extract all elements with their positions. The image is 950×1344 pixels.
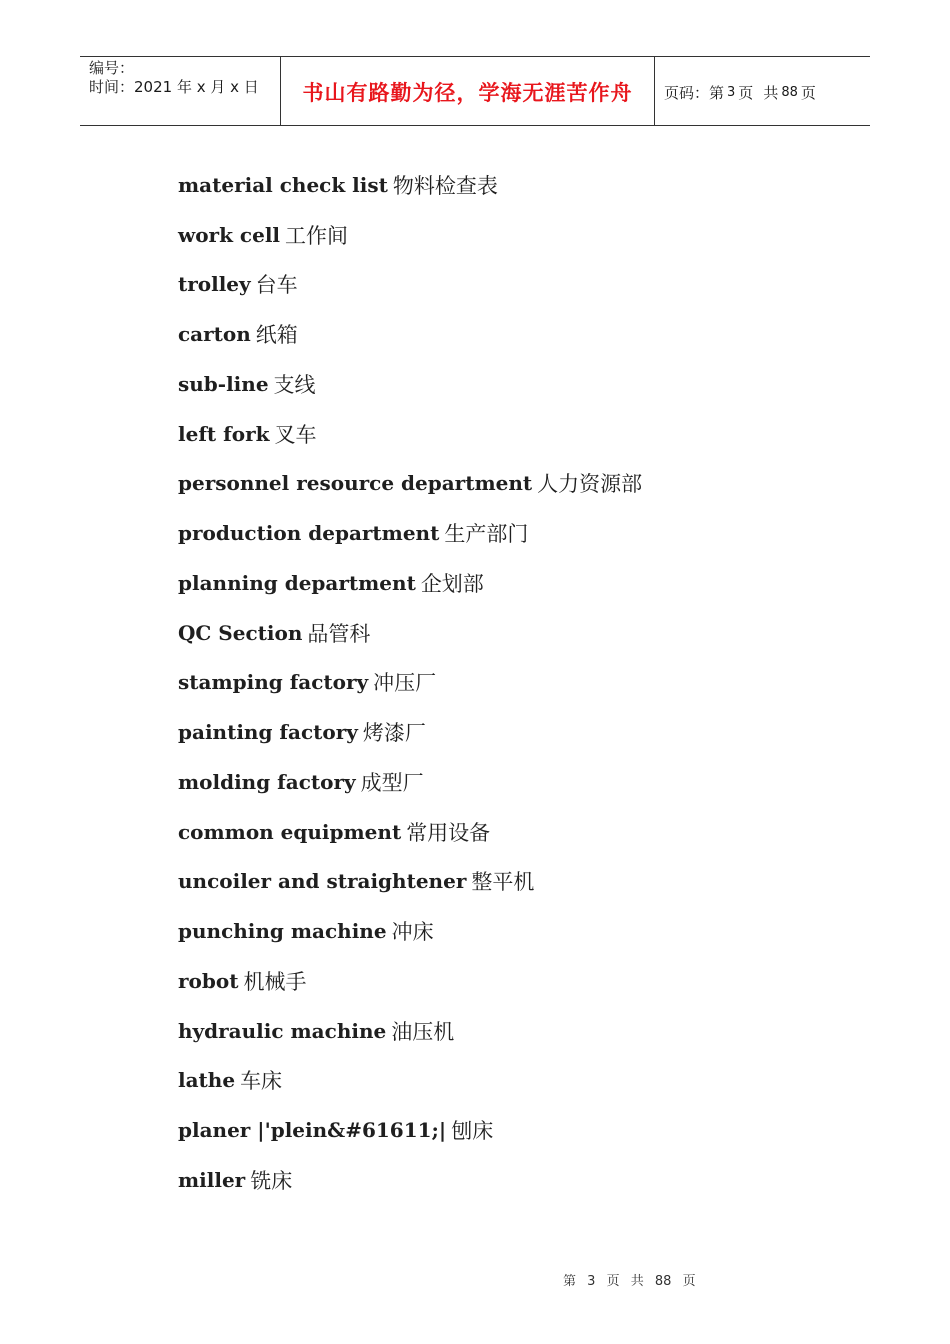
vocab-english-term: QC Section (178, 620, 303, 645)
vocab-item (178, 1006, 642, 1056)
vocab-item (178, 658, 642, 708)
page-header (80, 56, 870, 126)
vocab-item (178, 707, 642, 757)
vocab-item (178, 210, 642, 260)
footer-page-total: 88 (654, 1274, 672, 1289)
header-motto-cell (281, 57, 655, 125)
vocab-item (178, 1155, 642, 1205)
page-total: 88 (781, 84, 798, 100)
header-page-cell (655, 57, 870, 125)
vocab-english-term: trolley (178, 272, 251, 297)
vocab-item (178, 807, 642, 857)
vocab-item (178, 857, 642, 907)
vocab-chinese-translation: 车床 (240, 1069, 283, 1094)
vocab-chinese-translation: 铣床 (250, 1168, 293, 1193)
motto-text: 书山有路勤为径，学海无涯苦作舟 (302, 81, 633, 105)
vocab-english-term: uncoiler and straightener (178, 869, 467, 894)
footer-total-unit: 页 (682, 1274, 696, 1289)
vocab-item (178, 160, 642, 210)
vocab-english-term: material check list (178, 172, 388, 197)
vocab-english-term: miller (178, 1167, 246, 1192)
vocab-chinese-translation: 品管科 (307, 621, 371, 646)
vocab-chinese-translation: 烤漆厂 (362, 721, 426, 746)
vocab-chinese-translation: 支线 (273, 372, 316, 397)
vocab-chinese-translation: 成型厂 (360, 770, 424, 795)
vocab-chinese-translation: 台车 (255, 273, 298, 298)
vocab-item (178, 1105, 642, 1155)
vocab-item (178, 508, 642, 558)
vocab-english-term: work cell (178, 222, 281, 247)
footer-page-current: 3 (587, 1274, 596, 1289)
vocab-item (178, 757, 642, 807)
vocab-chinese-translation: 人力资源部 (537, 472, 643, 497)
vocab-english-term: production department (178, 521, 440, 546)
vocab-item (178, 558, 642, 608)
vocab-chinese-translation: 常用设备 (406, 820, 491, 845)
total-unit: 页 (800, 83, 816, 102)
vocab-item (178, 260, 642, 310)
vocab-chinese-translation: 冲压厂 (373, 671, 437, 696)
vocab-chinese-translation: 物料检查表 (392, 173, 498, 198)
vocab-chinese-translation: 机械手 (243, 969, 307, 994)
vocab-english-term: carton (178, 322, 251, 347)
header-meta-cell (80, 57, 281, 125)
date-label: 时间：2021 年 x 月 x 日 (89, 78, 259, 96)
footer-page-unit: 页 (606, 1274, 620, 1289)
vocab-english-term: lathe (178, 1068, 236, 1093)
vocab-chinese-translation: 纸箱 (255, 323, 298, 348)
page-unit: 页 (738, 83, 754, 102)
vocab-english-term: punching machine (178, 919, 387, 944)
vocab-item (178, 459, 642, 509)
vocab-english-term: common equipment (178, 819, 402, 844)
vocab-english-term: planning department (178, 570, 416, 595)
vocab-chinese-translation: 整平机 (471, 870, 535, 895)
vocab-item (178, 1056, 642, 1106)
page-footer (563, 1270, 703, 1289)
vocab-english-term: robot (178, 968, 239, 993)
vocab-english-term: planer |'plein&#61611;| (178, 1118, 447, 1143)
footer-total-prefix: 共 (630, 1274, 644, 1289)
vocabulary-list (178, 160, 642, 1205)
vocab-english-term: personnel resource department (178, 471, 533, 496)
vocab-english-term: stamping factory (178, 670, 369, 695)
vocab-chinese-translation: 冲床 (391, 920, 434, 945)
serial-number-label: 编号： (89, 59, 135, 77)
vocab-item (178, 608, 642, 658)
vocab-item (178, 409, 642, 459)
vocab-english-term: molding factory (178, 769, 356, 794)
vocab-chinese-translation: 刨床 (451, 1119, 494, 1144)
footer-page-prefix: 第 (563, 1274, 577, 1289)
total-prefix: 共 (763, 83, 779, 102)
vocab-chinese-translation: 工作间 (285, 223, 349, 248)
vocab-english-term: sub-line (178, 371, 269, 396)
vocab-item (178, 956, 642, 1006)
vocab-item (178, 309, 642, 359)
page-prefix: 页码：第 (664, 83, 725, 102)
vocab-english-term: left fork (178, 421, 270, 446)
page-current: 3 (727, 84, 736, 100)
vocab-chinese-translation: 叉车 (274, 422, 317, 447)
vocab-item (178, 359, 642, 409)
vocab-chinese-translation: 生产部门 (444, 522, 529, 547)
vocab-english-term: painting factory (178, 720, 358, 745)
vocab-english-term: hydraulic machine (178, 1018, 387, 1043)
vocab-item (178, 906, 642, 956)
vocab-chinese-translation: 油压机 (391, 1019, 455, 1044)
vocab-chinese-translation: 企划部 (420, 571, 484, 596)
